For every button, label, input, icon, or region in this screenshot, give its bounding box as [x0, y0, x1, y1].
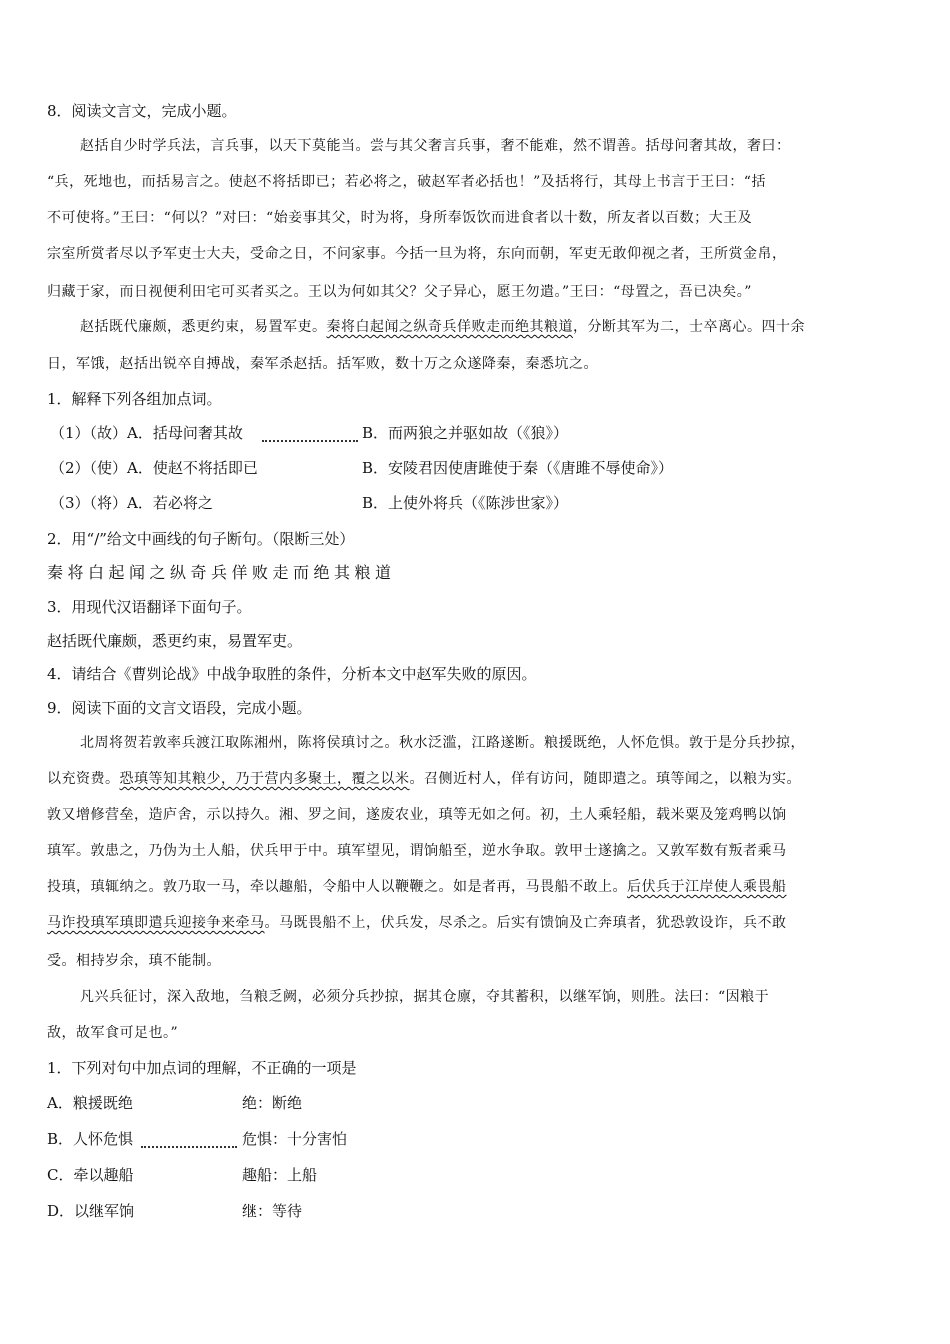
passage-text: 。召侧近村人，佯有访问，随即遣之。瑱等闻之，以粮为实。: [409, 771, 801, 787]
passage-line: 受。相持岁余，瑱不能制。: [47, 953, 221, 969]
passage-line: 赵括自少时学兵法，言兵事，以天下莫能当。尝与其父奢言兵事，奢不能难，然不谓善。括母问奢其故，奢曰：: [80, 138, 791, 154]
passage-text: ，分断其军为二，士卒离心。四十余: [573, 319, 805, 335]
option-d: D．以继军饷: [47, 1202, 135, 1220]
passage-line: [47, 913, 787, 933]
question-2: 2．用“/”给文中画线的句子断句。（限断三处）: [47, 530, 355, 548]
underlined-sentence: 后伏兵于江岸使人乘畏船: [627, 879, 787, 895]
section-9-heading: 9．阅读下面的文言文语段，完成小题。: [47, 699, 312, 717]
dotted-emphasis: [262, 432, 358, 442]
passage-line: 归藏于家，而日视便利田宅可买者买之。王以为何如其父？父子异心，愿王勿遣。”王曰：“母置之，吾已决矣。”: [47, 284, 752, 300]
option-d-gloss: 继：等待: [242, 1202, 303, 1220]
q1-row-2-b: B．安陵君因使唐雎使于秦（《唐雎不辱使命》）: [362, 459, 674, 477]
spaced-sentence: 秦将白起闻之纵奇兵佯败走而绝其粮道: [47, 563, 396, 582]
passage-line: 凡兴兵征讨，深入敌地，刍粮乏阙，必须分兵抄掠，据其仓廪，夺其蓄积，以继军饷，则胜。法曰：“因粮于: [80, 989, 770, 1005]
underlined-sentence: 恐瑱等知其粮少，乃于营内多聚土，覆之以米: [119, 771, 410, 787]
passage-line: [47, 769, 801, 789]
q1-row-1-a: （1）（故）A．括母问奢其故: [50, 424, 243, 442]
passage-line: 敦又增修营垒，造庐舍，示以持久。湘、罗之间，遂废农业，瑱等无如之何。初，土人乘轻船，载米粟及笼鸡鸭以饷: [47, 807, 787, 823]
passage-line: 敌，故军食可足也。”: [47, 1025, 179, 1041]
passage-text: 以充资费。: [47, 771, 120, 787]
underlined-sentence: 秦将白起闻之纵奇兵佯败走而绝其粮道: [326, 319, 573, 335]
passage-line: 日，军饿，赵括出锐卒自搏战，秦军杀赵括。括军败，数十万之众遂降秦，秦悉坑之。: [47, 356, 598, 372]
question-9-1: 1．下列对句中加点词的理解，不正确的一项是: [47, 1059, 357, 1077]
underlined-sentence: 马诈投瑱军瑱即遣兵迎接争来牵马: [47, 915, 265, 931]
translate-sentence: 赵括既代廉颇，悉更约束，易置军吏。: [47, 632, 303, 650]
passage-line: “兵，死地也，而括易言之。使赵不将括即已；若必将之，破赵军者必括也！”及括将行，其母上书言于王曰：“括: [47, 174, 766, 190]
passage-line: 不可使将。”王曰：“何以？”对曰：“始妾事其父，时为将，身所奉饭饮而进食者以十数，所友者以百数；大王及: [47, 210, 753, 226]
question-4: 4．请结合《曹刿论战》中战争取胜的条件，分析本文中赵军失败的原因。: [47, 665, 537, 683]
option-a: A．粮援既绝: [47, 1094, 133, 1112]
option-c-gloss: 趣船：上船: [242, 1166, 318, 1184]
option-b-gloss: 危惧：十分害怕: [242, 1130, 348, 1148]
passage-line: 瑱军。敦患之，乃伪为土人船，伏兵甲于中。瑱军望见，谓饷船至，逆水争取。敦甲士遂擒之。又敦军数有叛者乘马: [47, 843, 787, 859]
passage-line: [80, 317, 805, 337]
q1-row-3-a: （3）（将）A．若必将之: [50, 494, 213, 512]
q1-row-1-b: B．而两狼之并驱如故（《狼》）: [362, 424, 569, 442]
passage-line: 宗室所赏者尽以予军吏士大夫，受命之日，不问家事。今括一旦为将，东向而朝，军吏无敢仰视之者，王所赏金帛，: [47, 246, 787, 262]
passage-text: 赵括既代廉颇，悉更约束，易置军吏。: [80, 319, 327, 335]
q1-row-2-a: （2）（使）A．使赵不将括即已: [50, 459, 258, 477]
question-3: 3．用现代汉语翻译下面句子。: [47, 598, 252, 616]
q1-row-3-b: B．上使外将兵（《陈涉世家》）: [362, 494, 569, 512]
passage-line: 北周将贺若敦率兵渡江取陈湘州，陈将侯瑱讨之。秋水泛滥，江路遂断。粮援既绝，人怀危惧。敦于是分兵抄掠，: [80, 735, 805, 751]
question-1: 1．解释下列各组加点词。: [47, 390, 222, 408]
passage-text: 。马既畏船不上，伏兵发，尽杀之。后实有馈饷及亡奔瑱者，犹恐敦设诈，兵不敢: [264, 915, 787, 931]
dotted-emphasis: [141, 1138, 237, 1148]
passage-text: 投瑱，瑱辄纳之。敦乃取一马，牵以趣船，令船中人以鞭鞭之。如是者再，马畏船不敢上。: [47, 879, 627, 895]
passage-line: [47, 877, 787, 897]
section-8-heading: 8．阅读文言文，完成小题。: [47, 102, 237, 120]
option-a-gloss: 绝：断绝: [242, 1094, 303, 1112]
option-c: C．牵以趣船: [47, 1166, 134, 1184]
option-b: B．人怀危惧: [47, 1130, 134, 1148]
